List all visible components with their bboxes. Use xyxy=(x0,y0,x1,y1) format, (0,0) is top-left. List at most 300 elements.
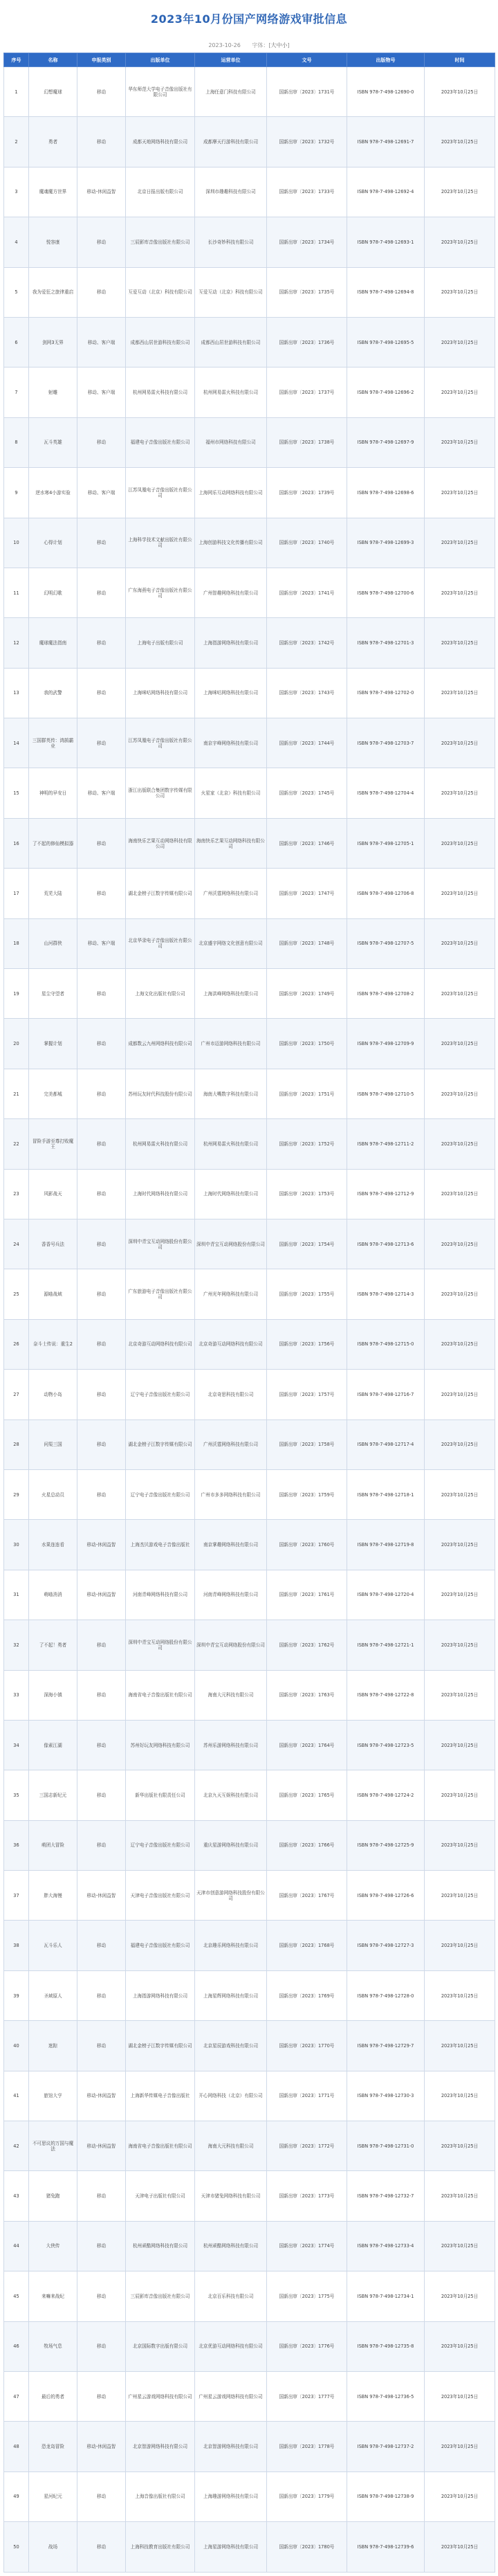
cell-publisher: 北京国际数字出版有限公司 xyxy=(126,2321,195,2371)
cell-date: 2023年10月25日 xyxy=(425,317,495,367)
cell-game-name: 心得计划 xyxy=(29,518,77,568)
cell-approval-number: 国新出审〔2023〕1763号 xyxy=(267,1670,347,1720)
table-row xyxy=(4,1620,495,1670)
table-row xyxy=(4,1720,495,1770)
cell-date: 2023年10月25日 xyxy=(425,668,495,718)
cell-publisher: 深圳中青宝互动网络股份有限公司 xyxy=(126,1620,195,1670)
cell-publisher: 三辰影库音像出版社有限公司 xyxy=(126,217,195,267)
cell-game-name: 不可思议的万国与魔法 xyxy=(29,2121,77,2171)
cell-index: 47 xyxy=(4,2371,29,2421)
cell-approval-number: 国新出审〔2023〕1776号 xyxy=(267,2321,347,2371)
cell-game-name: 掌握计划 xyxy=(29,1019,77,1069)
cell-publisher: 上海文化出版社有限公司 xyxy=(126,969,195,1019)
table-row xyxy=(4,368,495,417)
cell-game-name: 源喵战域 xyxy=(29,1269,77,1319)
header-date: 时间 xyxy=(425,53,495,67)
cell-operator: 深圳市趣趣科技有限公司 xyxy=(195,167,267,217)
cell-category: 移动 xyxy=(77,1319,126,1369)
cell-operator: 成都西山居世游科技有限公司 xyxy=(195,317,267,367)
cell-operator: 福州市网络科技有限公司 xyxy=(195,417,267,467)
table-row xyxy=(4,618,495,668)
table-row xyxy=(4,117,495,167)
font-size-bracket-close: ] xyxy=(287,42,290,48)
cell-category: 移动-休闲益智 xyxy=(77,167,126,217)
cell-isbn: ISBN 978-7-498-12695-5 xyxy=(347,317,425,367)
cell-date: 2023年10月25日 xyxy=(425,969,495,1019)
cell-publisher: 深圳中青宝互动网络股份有限公司 xyxy=(126,1219,195,1269)
cell-publisher: 苏州玩友时代科技股份有限公司 xyxy=(126,1069,195,1118)
cell-approval-number: 国新出审〔2023〕1775号 xyxy=(267,2271,347,2321)
cell-date: 2023年10月25日 xyxy=(425,1921,495,1970)
cell-category: 移动 xyxy=(77,1970,126,2020)
cell-category: 移动 xyxy=(77,67,126,117)
table-row xyxy=(4,1269,495,1319)
cell-isbn: ISBN 978-7-498-12733-4 xyxy=(347,2221,425,2271)
cell-game-name: 火星总动员 xyxy=(29,1469,77,1519)
cell-approval-number: 国新出审〔2023〕1761号 xyxy=(267,1570,347,1620)
cell-operator: 广州市多多网络科技有限公司 xyxy=(195,1469,267,1519)
cell-index: 1 xyxy=(4,67,29,117)
cell-isbn: ISBN 978-7-498-12715-0 xyxy=(347,1319,425,1369)
cell-publisher: 天津电子出版社有限公司 xyxy=(126,2171,195,2221)
cell-category: 移动 xyxy=(77,117,126,167)
table-row xyxy=(4,1921,495,1970)
cell-date: 2023年10月25日 xyxy=(425,2371,495,2421)
cell-operator: 上海星游网络科技有限公司 xyxy=(195,2522,267,2572)
cell-approval-number: 国新出审〔2023〕1742号 xyxy=(267,618,347,668)
cell-publisher: 上海指游网络科技有限公司 xyxy=(126,1970,195,2020)
cell-approval-number: 国新出审〔2023〕1756号 xyxy=(267,1319,347,1369)
cell-index: 3 xyxy=(4,167,29,217)
cell-category: 移动 xyxy=(77,1670,126,1720)
cell-game-name: 荒芜大陆 xyxy=(29,869,77,918)
cell-index: 24 xyxy=(4,1219,29,1269)
cell-date: 2023年10月25日 xyxy=(425,2422,495,2471)
cell-publisher: 上海杰贝游戏电子音像出版社 xyxy=(126,1520,195,1570)
cell-operator: 北京趣乐网络科技有限公司 xyxy=(195,1921,267,1970)
cell-approval-number: 国新出审〔2023〕1749号 xyxy=(267,969,347,1019)
table-row xyxy=(4,1520,495,1570)
table-row xyxy=(4,818,495,868)
table-row xyxy=(4,1770,495,1820)
table-row xyxy=(4,2422,495,2471)
cell-approval-number: 国新出审〔2023〕1758号 xyxy=(267,1419,347,1469)
cell-game-name: 像素江湖 xyxy=(29,1720,77,1770)
table-row xyxy=(4,1319,495,1369)
cell-game-name: 最后的勇者 xyxy=(29,2371,77,2421)
cell-category: 移动-休闲益智 xyxy=(77,1871,126,1921)
cell-publisher: 辽宁电子音像出版社有限公司 xyxy=(126,1820,195,1870)
cell-operator: 广州智趣网络科技有限公司 xyxy=(195,568,267,617)
cell-isbn: ISBN 978-7-498-12704-4 xyxy=(347,768,425,818)
table-row xyxy=(4,1019,495,1069)
cell-index: 48 xyxy=(4,2422,29,2471)
cell-isbn: ISBN 978-7-498-12736-5 xyxy=(347,2371,425,2421)
cell-game-name: 萌团大冒险 xyxy=(29,1820,77,1870)
cell-index: 18 xyxy=(4,918,29,968)
cell-date: 2023年10月25日 xyxy=(425,2071,495,2121)
table-row xyxy=(4,1670,495,1720)
cell-category: 移动 xyxy=(77,2321,126,2371)
cell-category: 移动-休闲益智 xyxy=(77,1570,126,1620)
cell-date: 2023年10月25日 xyxy=(425,768,495,818)
cell-approval-number: 国新出审〔2023〕1754号 xyxy=(267,1219,347,1269)
cell-isbn: ISBN 978-7-498-12714-3 xyxy=(347,1269,425,1319)
cell-game-name: 香香号兵法 xyxy=(29,1219,77,1269)
cell-category: 移动、客户端 xyxy=(77,317,126,367)
cell-approval-number: 国新出审〔2023〕1747号 xyxy=(267,869,347,918)
cell-publisher: 北京日报出版有限公司 xyxy=(126,167,195,217)
cell-category: 移动 xyxy=(77,417,126,467)
table-row xyxy=(4,2321,495,2371)
cell-approval-number: 国新出审〔2023〕1751号 xyxy=(267,1069,347,1118)
table-row xyxy=(4,2071,495,2121)
cell-operator: 广州沃霆网络科技有限公司 xyxy=(195,869,267,918)
cell-date: 2023年10月25日 xyxy=(425,818,495,868)
cell-approval-number: 国新出审〔2023〕1733号 xyxy=(267,167,347,217)
cell-index: 43 xyxy=(4,2171,29,2221)
cell-publisher: 天津电子音像出版社有限公司 xyxy=(126,1871,195,1921)
cell-category: 移动 xyxy=(77,1419,126,1469)
cell-game-name: 旅馆大亨 xyxy=(29,2071,77,2121)
cell-isbn: ISBN 978-7-498-12700-6 xyxy=(347,568,425,617)
cell-approval-number: 国新出审〔2023〕1737号 xyxy=(267,368,347,417)
cell-approval-number: 国新出审〔2023〕1779号 xyxy=(267,2471,347,2521)
table-row xyxy=(4,417,495,467)
table-row xyxy=(4,869,495,918)
cell-game-name: 射雕 xyxy=(29,368,77,417)
cell-game-name: 逆水寒4小游实验 xyxy=(29,468,77,518)
cell-isbn: ISBN 978-7-498-12707-5 xyxy=(347,918,425,968)
cell-date: 2023年10月25日 xyxy=(425,417,495,467)
cell-index: 46 xyxy=(4,2321,29,2371)
cell-approval-number: 国新出审〔2023〕1738号 xyxy=(267,417,347,467)
cell-approval-number: 国新出审〔2023〕1773号 xyxy=(267,2171,347,2221)
cell-isbn: ISBN 978-7-498-12692-4 xyxy=(347,167,425,217)
cell-publisher: 杭州顽酷网络科技有限公司 xyxy=(126,2221,195,2271)
cell-operator: 上海洪峰网络科技有限公司 xyxy=(195,969,267,1019)
cell-publisher: 江苏凤凰电子音像出版社有限公司 xyxy=(126,718,195,768)
cell-date: 2023年10月25日 xyxy=(425,1169,495,1219)
cell-date: 2023年10月25日 xyxy=(425,267,495,317)
cell-isbn: ISBN 978-7-498-12728-0 xyxy=(347,1970,425,2020)
cell-operator: 苏州乐游网络科技有限公司 xyxy=(195,1720,267,1770)
cell-index: 33 xyxy=(4,1670,29,1720)
table-row xyxy=(4,2471,495,2521)
cell-isbn: ISBN 978-7-498-12722-8 xyxy=(347,1670,425,1720)
cell-game-name: 我的武警 xyxy=(29,668,77,718)
cell-index: 22 xyxy=(4,1119,29,1169)
cell-index: 11 xyxy=(4,568,29,617)
cell-approval-number: 国新出审〔2023〕1743号 xyxy=(267,668,347,718)
cell-date: 2023年10月25日 xyxy=(425,2021,495,2071)
cell-operator: 开心网络科技（北京）有限公司 xyxy=(195,2071,267,2121)
publish-date: 2023-10-26 xyxy=(208,42,241,48)
table-row xyxy=(4,317,495,367)
cell-game-name: 来嘛来战纪 xyxy=(29,2271,77,2321)
cell-category: 移动 xyxy=(77,2171,126,2221)
cell-game-name: 大侠传 xyxy=(29,2221,77,2271)
cell-operator: 海南大元科技有限公司 xyxy=(195,1670,267,1720)
cell-category: 移动 xyxy=(77,1720,126,1770)
cell-category: 移动、客户端 xyxy=(77,368,126,417)
cell-approval-number: 国新出审〔2023〕1735号 xyxy=(267,267,347,317)
cell-isbn: ISBN 978-7-498-12739-6 xyxy=(347,2522,425,2572)
cell-index: 39 xyxy=(4,1970,29,2020)
cell-operator: 广州光年网络科技有限公司 xyxy=(195,1269,267,1319)
cell-index: 13 xyxy=(4,668,29,718)
cell-index: 23 xyxy=(4,1169,29,1219)
cell-category: 移动、客户端 xyxy=(77,468,126,518)
cell-index: 12 xyxy=(4,618,29,668)
cell-publisher: 海南省电子音像出版社有限公司 xyxy=(126,1670,195,1720)
cell-category: 移动 xyxy=(77,1119,126,1169)
font-size-medium-button[interactable]: 中 xyxy=(276,42,282,48)
cell-isbn: ISBN 978-7-498-12720-4 xyxy=(347,1570,425,1620)
font-size-small-button[interactable]: 小 xyxy=(282,42,288,48)
cell-publisher: 上海音像出版社有限公司 xyxy=(126,2471,195,2521)
cell-operator: 上海时代网络科技有限公司 xyxy=(195,1169,267,1219)
cell-approval-number: 国新出审〔2023〕1744号 xyxy=(267,718,347,768)
header-publisher: 出版单位 xyxy=(126,53,195,67)
cell-game-name: 牧场气息 xyxy=(29,2321,77,2371)
cell-publisher: 杭州网易雷火科技有限公司 xyxy=(126,368,195,417)
cell-index: 25 xyxy=(4,1269,29,1319)
cell-isbn: ISBN 978-7-498-12690-0 xyxy=(347,67,425,117)
cell-game-name: 完美都城 xyxy=(29,1069,77,1118)
cell-index: 45 xyxy=(4,2271,29,2321)
cell-publisher: 互爱互动（北京）科技有限公司 xyxy=(126,267,195,317)
cell-index: 38 xyxy=(4,1921,29,1970)
cell-game-name: 了不起！勇者 xyxy=(29,1620,77,1670)
cell-date: 2023年10月25日 xyxy=(425,1670,495,1720)
cell-publisher: 成都天地网络科技有限公司 xyxy=(126,117,195,167)
cell-approval-number: 国新出审〔2023〕1766号 xyxy=(267,1820,347,1870)
cell-game-name: 魔魂魔方世界 xyxy=(29,167,77,217)
cell-operator: 上海趣游网络科技有限公司 xyxy=(195,2471,267,2521)
cell-approval-number: 国新出审〔2023〕1750号 xyxy=(267,1019,347,1069)
cell-date: 2023年10月25日 xyxy=(425,518,495,568)
table-row xyxy=(4,1419,495,1469)
cell-operator: 南京宇峰网络科技有限公司 xyxy=(195,718,267,768)
cell-publisher: 湖北金榜子江数字传媒有限公司 xyxy=(126,1419,195,1469)
cell-index: 20 xyxy=(4,1019,29,1069)
cell-isbn: ISBN 978-7-498-12701-3 xyxy=(347,618,425,668)
cell-index: 26 xyxy=(4,1319,29,1369)
cell-operator: 成都摩天行游科技有限公司 xyxy=(195,117,267,167)
cell-category: 移动 xyxy=(77,1019,126,1069)
cell-game-name: 勇者 xyxy=(29,117,77,167)
cell-isbn: ISBN 978-7-498-12705-1 xyxy=(347,818,425,868)
cell-isbn: ISBN 978-7-498-12691-7 xyxy=(347,117,425,167)
cell-isbn: ISBN 978-7-498-12719-8 xyxy=(347,1520,425,1570)
cell-isbn: ISBN 978-7-498-12712-9 xyxy=(347,1169,425,1219)
cell-operator: 天津市猪兔网络科技有限公司 xyxy=(195,2171,267,2221)
cell-date: 2023年10月25日 xyxy=(425,1119,495,1169)
cell-category: 移动 xyxy=(77,1620,126,1670)
cell-publisher: 上海科技教育出版社有限公司 xyxy=(126,2522,195,2572)
cell-date: 2023年10月25日 xyxy=(425,1970,495,2020)
cell-isbn: ISBN 978-7-498-12729-7 xyxy=(347,2021,425,2071)
table-row xyxy=(4,2371,495,2421)
cell-operator: 天津市创意游网络科技股份有限公司 xyxy=(195,1871,267,1921)
cell-date: 2023年10月25日 xyxy=(425,1319,495,1369)
header-index: 序号 xyxy=(4,53,29,67)
cell-category: 移动 xyxy=(77,1269,126,1319)
table-row xyxy=(4,1370,495,1419)
cell-category: 移动 xyxy=(77,1921,126,1970)
cell-category: 移动 xyxy=(77,718,126,768)
cell-date: 2023年10月25日 xyxy=(425,1720,495,1770)
cell-isbn: ISBN 978-7-498-12724-2 xyxy=(347,1770,425,1820)
cell-approval-number: 国新出审〔2023〕1731号 xyxy=(267,67,347,117)
cell-category: 移动 xyxy=(77,2271,126,2321)
cell-date: 2023年10月25日 xyxy=(425,1770,495,1820)
cell-operator: 广州沃霆网络科技有限公司 xyxy=(195,1419,267,1469)
cell-date: 2023年10月25日 xyxy=(425,2221,495,2271)
cell-operator: 上海任意门科技有限公司 xyxy=(195,67,267,117)
cell-game-name: 奈斗士传说：重生2 xyxy=(29,1319,77,1369)
cell-date: 2023年10月25日 xyxy=(425,1570,495,1620)
cell-publisher: 成都西山居世游科技有限公司 xyxy=(126,317,195,367)
cell-approval-number: 国新出审〔2023〕1755号 xyxy=(267,1269,347,1319)
cell-index: 9 xyxy=(4,468,29,518)
cell-date: 2023年10月25日 xyxy=(425,568,495,617)
cell-date: 2023年10月25日 xyxy=(425,918,495,968)
table-row xyxy=(4,1069,495,1118)
cell-operator: 火星家（北京）科技有限公司 xyxy=(195,768,267,818)
cell-operator: 北京优游互动网络科技有限公司 xyxy=(195,2321,267,2371)
font-size-large-button[interactable]: 大 xyxy=(270,42,277,48)
cell-game-name: 胖大海慢 xyxy=(29,1871,77,1921)
cell-approval-number: 国新出审〔2023〕1774号 xyxy=(267,2221,347,2271)
table-row xyxy=(4,668,495,718)
cell-operator: 上海星辉网络科技有限公司 xyxy=(195,1970,267,2020)
cell-operator: 上海创游科技文化传播有限公司 xyxy=(195,518,267,568)
cell-game-name: 魔球魔法指南 xyxy=(29,618,77,668)
cell-game-name: 我为爱狂之旅律重启 xyxy=(29,267,77,317)
cell-isbn: ISBN 978-7-498-12717-4 xyxy=(347,1419,425,1469)
cell-date: 2023年10月25日 xyxy=(425,1370,495,1419)
cell-approval-number: 国新出审〔2023〕1771号 xyxy=(267,2071,347,2121)
cell-publisher: 广州星云游戏网络科技有限公司 xyxy=(126,2371,195,2421)
table-row xyxy=(4,1820,495,1870)
cell-operator: 上海网乐互动网络科技有限公司 xyxy=(195,468,267,518)
cell-isbn: ISBN 978-7-498-12703-7 xyxy=(347,718,425,768)
cell-index: 17 xyxy=(4,869,29,918)
cell-category: 移动 xyxy=(77,1169,126,1219)
cell-approval-number: 国新出审〔2023〕1778号 xyxy=(267,2422,347,2471)
cell-approval-number: 国新出审〔2023〕1767号 xyxy=(267,1871,347,1921)
cell-date: 2023年10月25日 xyxy=(425,67,495,117)
table-row xyxy=(4,1871,495,1921)
table-body xyxy=(4,67,495,2573)
cell-approval-number: 国新出审〔2023〕1757号 xyxy=(267,1370,347,1419)
cell-publisher: 上海时代网络科技有限公司 xyxy=(126,1169,195,1219)
cell-date: 2023年10月25日 xyxy=(425,1419,495,1469)
cell-publisher: 上海新华传媒电子音像出版社 xyxy=(126,2071,195,2121)
cell-index: 14 xyxy=(4,718,29,768)
table-row xyxy=(4,1219,495,1269)
cell-approval-number: 国新出审〔2023〕1768号 xyxy=(267,1921,347,1970)
cell-category: 移动 xyxy=(77,1820,126,1870)
cell-operator: 北京奇游互动网络科技有限公司 xyxy=(195,1319,267,1369)
cell-date: 2023年10月25日 xyxy=(425,1019,495,1069)
cell-game-name: 星河纪元 xyxy=(29,2471,77,2521)
cell-date: 2023年10月25日 xyxy=(425,2321,495,2371)
cell-index: 15 xyxy=(4,768,29,818)
cell-index: 4 xyxy=(4,217,29,267)
cell-approval-number: 国新出审〔2023〕1772号 xyxy=(267,2121,347,2171)
cell-category: 移动 xyxy=(77,2021,126,2071)
cell-approval-number: 国新出审〔2023〕1759号 xyxy=(267,1469,347,1519)
cell-approval-number: 国新出审〔2023〕1752号 xyxy=(267,1119,347,1169)
table-row xyxy=(4,518,495,568)
cell-publisher: 上海科学技术文献出版社有限公司 xyxy=(126,518,195,568)
cell-game-name: 战场 xyxy=(29,2522,77,2572)
cell-category: 移动、客户端 xyxy=(77,918,126,968)
table-row xyxy=(4,718,495,768)
cell-operator: 北京盛宇网络文化创意有限公司 xyxy=(195,918,267,968)
cell-category: 移动、客户端 xyxy=(77,768,126,818)
cell-approval-number: 国新出审〔2023〕1765号 xyxy=(267,1770,347,1820)
cell-publisher: 江苏凤凰电子音像出版社有限公司 xyxy=(126,468,195,518)
cell-index: 49 xyxy=(4,2471,29,2521)
cell-category: 移动 xyxy=(77,668,126,718)
cell-index: 34 xyxy=(4,1720,29,1770)
cell-approval-number: 国新出审〔2023〕1736号 xyxy=(267,317,347,367)
cell-index: 41 xyxy=(4,2071,29,2121)
cell-category: 移动-休闲益智 xyxy=(77,2121,126,2171)
cell-date: 2023年10月25日 xyxy=(425,217,495,267)
cell-index: 42 xyxy=(4,2121,29,2171)
article-meta xyxy=(3,39,495,53)
cell-operator: 深圳中青宝互动网络股份有限公司 xyxy=(195,1219,267,1269)
cell-operator: 海南大嘴数字科技有限公司 xyxy=(195,1069,267,1118)
cell-index: 50 xyxy=(4,2522,29,2572)
cell-isbn: ISBN 978-7-498-12708-2 xyxy=(347,969,425,1019)
cell-category: 移动 xyxy=(77,1469,126,1519)
cell-approval-number: 国新出审〔2023〕1770号 xyxy=(267,2021,347,2071)
cell-publisher: 湖北金榜子江数字传媒有限公司 xyxy=(126,2021,195,2071)
cell-date: 2023年10月25日 xyxy=(425,468,495,518)
cell-category: 移动 xyxy=(77,1370,126,1419)
table-row xyxy=(4,568,495,617)
cell-index: 44 xyxy=(4,2221,29,2271)
cell-isbn: ISBN 978-7-498-12731-0 xyxy=(347,2121,425,2171)
cell-date: 2023年10月25日 xyxy=(425,1269,495,1319)
table-row xyxy=(4,2171,495,2221)
cell-publisher: 杭州网易雷火科技有限公司 xyxy=(126,1119,195,1169)
cell-approval-number: 国新出审〔2023〕1745号 xyxy=(267,768,347,818)
cell-approval-number: 国新出审〔2023〕1777号 xyxy=(267,2371,347,2421)
cell-index: 8 xyxy=(4,417,29,467)
cell-date: 2023年10月25日 xyxy=(425,1871,495,1921)
cell-game-name: 瓦斗乐人 xyxy=(29,1921,77,1970)
cell-publisher: 上海咪咕网络科技有限公司 xyxy=(126,668,195,718)
cell-publisher: 福建电子音像出版社有限公司 xyxy=(126,1921,195,1970)
cell-category: 移动 xyxy=(77,618,126,668)
cell-isbn: ISBN 978-7-498-12725-9 xyxy=(347,1820,425,1870)
cell-publisher: 湖北金榜子江数字传媒有限公司 xyxy=(126,869,195,918)
cell-category: 移动 xyxy=(77,2471,126,2521)
cell-category: 移动 xyxy=(77,818,126,868)
table-row xyxy=(4,1570,495,1620)
cell-publisher: 北京华录电子音像出版社有限公司 xyxy=(126,918,195,968)
cell-isbn: ISBN 978-7-498-12709-9 xyxy=(347,1019,425,1069)
cell-publisher: 成都数云九州网络科技有限公司 xyxy=(126,1019,195,1069)
cell-approval-number: 国新出审〔2023〕1734号 xyxy=(267,217,347,267)
